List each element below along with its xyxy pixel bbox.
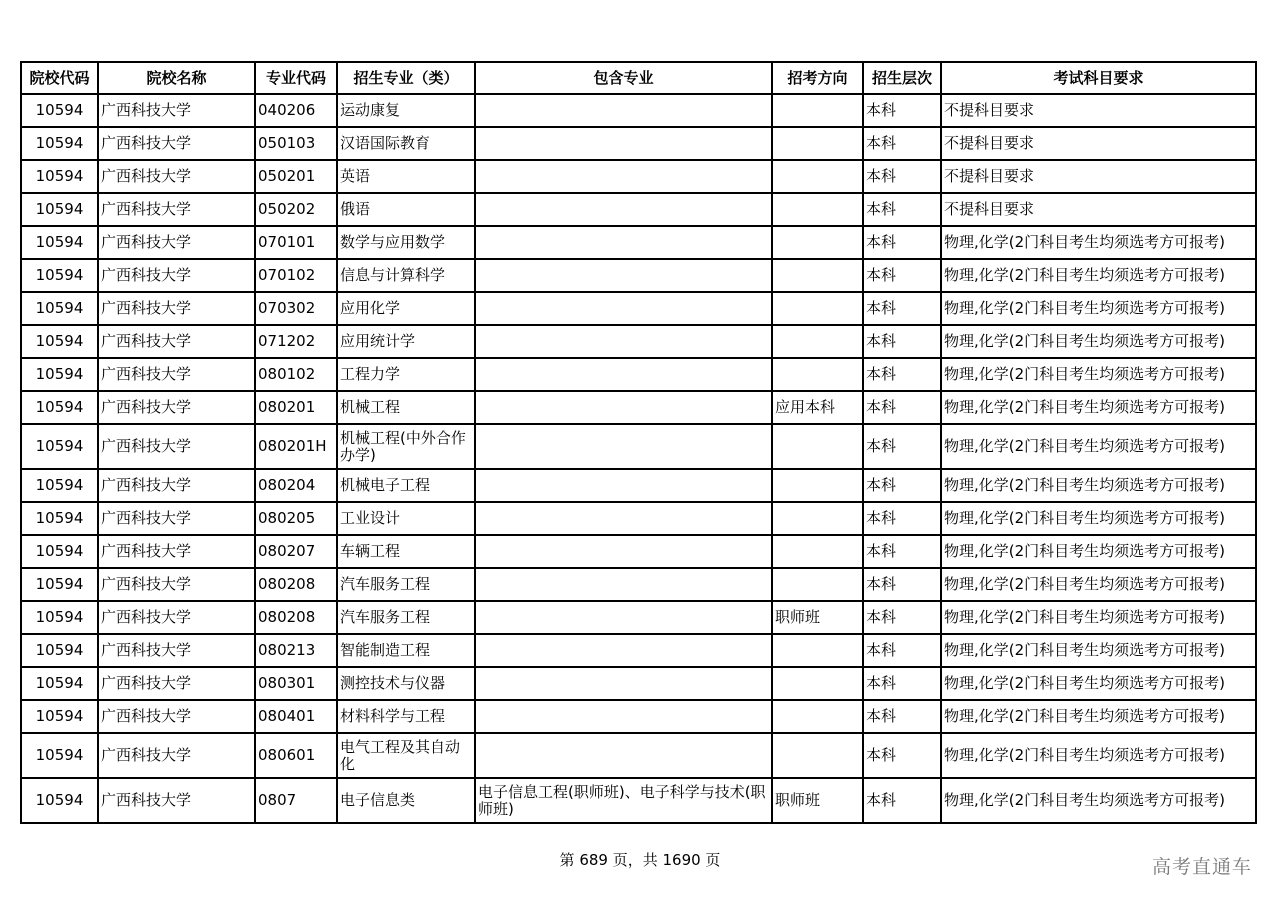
- cell-school-code: 10594: [21, 94, 98, 127]
- cell-level: 本科: [863, 502, 941, 535]
- table-row: [21, 424, 1256, 469]
- cell-subject-requirement: 不提科目要求: [941, 94, 1256, 127]
- cell-subject-requirement: 物理,化学(2门科目考生均须选考方可报考): [941, 634, 1256, 667]
- cell-subject-requirement: 物理,化学(2门科目考生均须选考方可报考): [941, 568, 1256, 601]
- table-row: [21, 127, 1256, 160]
- cell-level: 本科: [863, 358, 941, 391]
- cell-direction: [772, 568, 863, 601]
- cell-major-name: 车辆工程: [337, 535, 475, 568]
- cell-school-code: 10594: [21, 535, 98, 568]
- cell-direction: [772, 259, 863, 292]
- table-row: [21, 502, 1256, 535]
- cell-direction: [772, 160, 863, 193]
- cell-direction: [772, 535, 863, 568]
- cell-level: 本科: [863, 193, 941, 226]
- cell-major-code: 050103: [255, 127, 337, 160]
- cell-subject-requirement: 物理,化学(2门科目考生均须选考方可报考): [941, 424, 1256, 469]
- table-row: [21, 778, 1256, 823]
- cell-major-name: 电子信息类: [337, 778, 475, 823]
- cell-subject-requirement: 物理,化学(2门科目考生均须选考方可报考): [941, 226, 1256, 259]
- cell-major-code: 080205: [255, 502, 337, 535]
- cell-direction: [772, 292, 863, 325]
- cell-subject-requirement: 物理,化学(2门科目考生均须选考方可报考): [941, 469, 1256, 502]
- header-included-majors: 包含专业: [475, 62, 772, 94]
- cell-included-majors: [475, 358, 772, 391]
- cell-included-majors: [475, 259, 772, 292]
- table-row: [21, 700, 1256, 733]
- cell-subject-requirement: 物理,化学(2门科目考生均须选考方可报考): [941, 778, 1256, 823]
- cell-level: 本科: [863, 292, 941, 325]
- cell-major-code: 080201: [255, 391, 337, 424]
- cell-major-name: 汽车服务工程: [337, 601, 475, 634]
- cell-included-majors: [475, 634, 772, 667]
- cell-direction: [772, 325, 863, 358]
- cell-school-name: 广西科技大学: [98, 358, 255, 391]
- cell-level: 本科: [863, 535, 941, 568]
- cell-major-name: 数学与应用数学: [337, 226, 475, 259]
- enrollment-table: [20, 61, 1257, 824]
- cell-major-code: 070101: [255, 226, 337, 259]
- cell-school-code: 10594: [21, 733, 98, 778]
- cell-school-name: 广西科技大学: [98, 325, 255, 358]
- cell-major-code: 050202: [255, 193, 337, 226]
- cell-major-code: 070102: [255, 259, 337, 292]
- cell-major-name: 应用统计学: [337, 325, 475, 358]
- cell-major-name: 电气工程及其自动化: [337, 733, 475, 778]
- cell-school-name: 广西科技大学: [98, 127, 255, 160]
- cell-school-code: 10594: [21, 634, 98, 667]
- header-school-code: 院校代码: [21, 62, 98, 94]
- cell-school-name: 广西科技大学: [98, 502, 255, 535]
- cell-subject-requirement: 物理,化学(2门科目考生均须选考方可报考): [941, 325, 1256, 358]
- table-row: [21, 535, 1256, 568]
- cell-school-code: 10594: [21, 193, 98, 226]
- cell-major-name: 俄语: [337, 193, 475, 226]
- cell-major-name: 材料科学与工程: [337, 700, 475, 733]
- cell-included-majors: [475, 391, 772, 424]
- cell-direction: [772, 94, 863, 127]
- table-row: [21, 634, 1256, 667]
- cell-direction: [772, 733, 863, 778]
- header-school-name: 院校名称: [98, 62, 255, 94]
- table-body: [21, 94, 1256, 823]
- cell-level: 本科: [863, 733, 941, 778]
- table-row: [21, 94, 1256, 127]
- cell-included-majors: [475, 127, 772, 160]
- cell-included-majors: [475, 502, 772, 535]
- cell-subject-requirement: 物理,化学(2门科目考生均须选考方可报考): [941, 391, 1256, 424]
- cell-school-name: 广西科技大学: [98, 391, 255, 424]
- cell-school-code: 10594: [21, 127, 98, 160]
- cell-level: 本科: [863, 424, 941, 469]
- cell-school-name: 广西科技大学: [98, 226, 255, 259]
- cell-level: 本科: [863, 700, 941, 733]
- cell-subject-requirement: 物理,化学(2门科目考生均须选考方可报考): [941, 667, 1256, 700]
- cell-major-code: 070302: [255, 292, 337, 325]
- cell-level: 本科: [863, 127, 941, 160]
- cell-school-code: 10594: [21, 667, 98, 700]
- table-row: [21, 259, 1256, 292]
- cell-major-code: 071202: [255, 325, 337, 358]
- table-row: [21, 469, 1256, 502]
- cell-subject-requirement: 物理,化学(2门科目考生均须选考方可报考): [941, 358, 1256, 391]
- cell-level: 本科: [863, 325, 941, 358]
- header-direction: 招考方向: [772, 62, 863, 94]
- cell-subject-requirement: 物理,化学(2门科目考生均须选考方可报考): [941, 259, 1256, 292]
- cell-school-code: 10594: [21, 391, 98, 424]
- cell-major-name: 智能制造工程: [337, 634, 475, 667]
- cell-school-code: 10594: [21, 502, 98, 535]
- cell-school-name: 广西科技大学: [98, 469, 255, 502]
- cell-subject-requirement: 物理,化学(2门科目考生均须选考方可报考): [941, 535, 1256, 568]
- cell-major-name: 测控技术与仪器: [337, 667, 475, 700]
- cell-major-code: 080204: [255, 469, 337, 502]
- cell-subject-requirement: 不提科目要求: [941, 193, 1256, 226]
- cell-direction: 应用本科: [772, 391, 863, 424]
- table-row: [21, 601, 1256, 634]
- cell-major-name: 汉语国际教育: [337, 127, 475, 160]
- cell-school-name: 广西科技大学: [98, 778, 255, 823]
- cell-major-name: 机械工程(中外合作办学): [337, 424, 475, 469]
- cell-major-name: 汽车服务工程: [337, 568, 475, 601]
- page-footer: 第 689 页，共 1690 页: [559, 851, 721, 869]
- cell-school-name: 广西科技大学: [98, 535, 255, 568]
- watermark-logo: 高考直通车: [1151, 856, 1252, 878]
- cell-major-code: 080208: [255, 568, 337, 601]
- cell-included-majors: 电子信息工程(职师班)、电子科学与技术(职师班): [475, 778, 772, 823]
- cell-major-name: 机械电子工程: [337, 469, 475, 502]
- cell-level: 本科: [863, 226, 941, 259]
- cell-included-majors: [475, 568, 772, 601]
- cell-level: 本科: [863, 160, 941, 193]
- cell-major-code: 080601: [255, 733, 337, 778]
- header-subject-requirement: 考试科目要求: [941, 62, 1256, 94]
- cell-direction: [772, 700, 863, 733]
- cell-school-name: 广西科技大学: [98, 259, 255, 292]
- cell-level: 本科: [863, 94, 941, 127]
- cell-included-majors: [475, 733, 772, 778]
- cell-direction: [772, 127, 863, 160]
- cell-level: 本科: [863, 391, 941, 424]
- cell-level: 本科: [863, 667, 941, 700]
- cell-school-code: 10594: [21, 601, 98, 634]
- table-row: [21, 733, 1256, 778]
- cell-major-code: 0807: [255, 778, 337, 823]
- cell-direction: [772, 502, 863, 535]
- cell-major-name: 信息与计算科学: [337, 259, 475, 292]
- cell-school-name: 广西科技大学: [98, 424, 255, 469]
- cell-major-name: 机械工程: [337, 391, 475, 424]
- table-row: [21, 667, 1256, 700]
- cell-level: 本科: [863, 469, 941, 502]
- cell-major-code: 080207: [255, 535, 337, 568]
- table-row: [21, 226, 1256, 259]
- cell-major-code: 040206: [255, 94, 337, 127]
- cell-major-code: 080208: [255, 601, 337, 634]
- table-row: [21, 325, 1256, 358]
- cell-major-code: 080102: [255, 358, 337, 391]
- cell-school-code: 10594: [21, 358, 98, 391]
- cell-school-name: 广西科技大学: [98, 601, 255, 634]
- cell-subject-requirement: 不提科目要求: [941, 127, 1256, 160]
- cell-subject-requirement: 物理,化学(2门科目考生均须选考方可报考): [941, 700, 1256, 733]
- cell-included-majors: [475, 424, 772, 469]
- cell-school-name: 广西科技大学: [98, 733, 255, 778]
- header-level: 招生层次: [863, 62, 941, 94]
- cell-subject-requirement: 物理,化学(2门科目考生均须选考方可报考): [941, 292, 1256, 325]
- cell-school-code: 10594: [21, 259, 98, 292]
- table-header-row: [21, 62, 1256, 94]
- cell-major-name: 工程力学: [337, 358, 475, 391]
- table-row: [21, 358, 1256, 391]
- cell-major-code: 080301: [255, 667, 337, 700]
- cell-direction: [772, 358, 863, 391]
- cell-direction: 职师班: [772, 601, 863, 634]
- cell-school-code: 10594: [21, 226, 98, 259]
- cell-included-majors: [475, 469, 772, 502]
- table-row: [21, 193, 1256, 226]
- cell-major-name: 应用化学: [337, 292, 475, 325]
- cell-major-code: 080401: [255, 700, 337, 733]
- cell-included-majors: [475, 601, 772, 634]
- cell-direction: [772, 469, 863, 502]
- cell-school-code: 10594: [21, 325, 98, 358]
- cell-major-code: 080201H: [255, 424, 337, 469]
- table-row: [21, 160, 1256, 193]
- cell-included-majors: [475, 292, 772, 325]
- cell-school-code: 10594: [21, 700, 98, 733]
- cell-school-name: 广西科技大学: [98, 634, 255, 667]
- cell-major-name: 工业设计: [337, 502, 475, 535]
- cell-school-name: 广西科技大学: [98, 667, 255, 700]
- cell-major-code: 080213: [255, 634, 337, 667]
- header-major-name: 招生专业（类）: [337, 62, 475, 94]
- table-row: [21, 568, 1256, 601]
- cell-included-majors: [475, 193, 772, 226]
- cell-included-majors: [475, 325, 772, 358]
- cell-included-majors: [475, 160, 772, 193]
- cell-direction: [772, 226, 863, 259]
- cell-included-majors: [475, 700, 772, 733]
- cell-school-code: 10594: [21, 160, 98, 193]
- cell-school-code: 10594: [21, 424, 98, 469]
- cell-school-name: 广西科技大学: [98, 160, 255, 193]
- cell-subject-requirement: 物理,化学(2门科目考生均须选考方可报考): [941, 601, 1256, 634]
- cell-included-majors: [475, 667, 772, 700]
- cell-direction: [772, 424, 863, 469]
- cell-school-name: 广西科技大学: [98, 292, 255, 325]
- cell-subject-requirement: 物理,化学(2门科目考生均须选考方可报考): [941, 502, 1256, 535]
- cell-included-majors: [475, 535, 772, 568]
- header-major-code: 专业代码: [255, 62, 337, 94]
- cell-level: 本科: [863, 259, 941, 292]
- cell-included-majors: [475, 94, 772, 127]
- cell-direction: [772, 667, 863, 700]
- cell-direction: 职师班: [772, 778, 863, 823]
- cell-level: 本科: [863, 634, 941, 667]
- cell-level: 本科: [863, 778, 941, 823]
- cell-direction: [772, 634, 863, 667]
- cell-major-name: 运动康复: [337, 94, 475, 127]
- cell-school-name: 广西科技大学: [98, 94, 255, 127]
- cell-major-name: 英语: [337, 160, 475, 193]
- cell-school-code: 10594: [21, 568, 98, 601]
- table-row: [21, 292, 1256, 325]
- cell-school-name: 广西科技大学: [98, 700, 255, 733]
- cell-school-code: 10594: [21, 778, 98, 823]
- cell-school-name: 广西科技大学: [98, 568, 255, 601]
- cell-subject-requirement: 不提科目要求: [941, 160, 1256, 193]
- cell-direction: [772, 193, 863, 226]
- cell-major-code: 050201: [255, 160, 337, 193]
- cell-included-majors: [475, 226, 772, 259]
- cell-subject-requirement: 物理,化学(2门科目考生均须选考方可报考): [941, 733, 1256, 778]
- cell-school-name: 广西科技大学: [98, 193, 255, 226]
- cell-school-code: 10594: [21, 469, 98, 502]
- cell-school-code: 10594: [21, 292, 98, 325]
- cell-level: 本科: [863, 601, 941, 634]
- cell-level: 本科: [863, 568, 941, 601]
- table-row: [21, 391, 1256, 424]
